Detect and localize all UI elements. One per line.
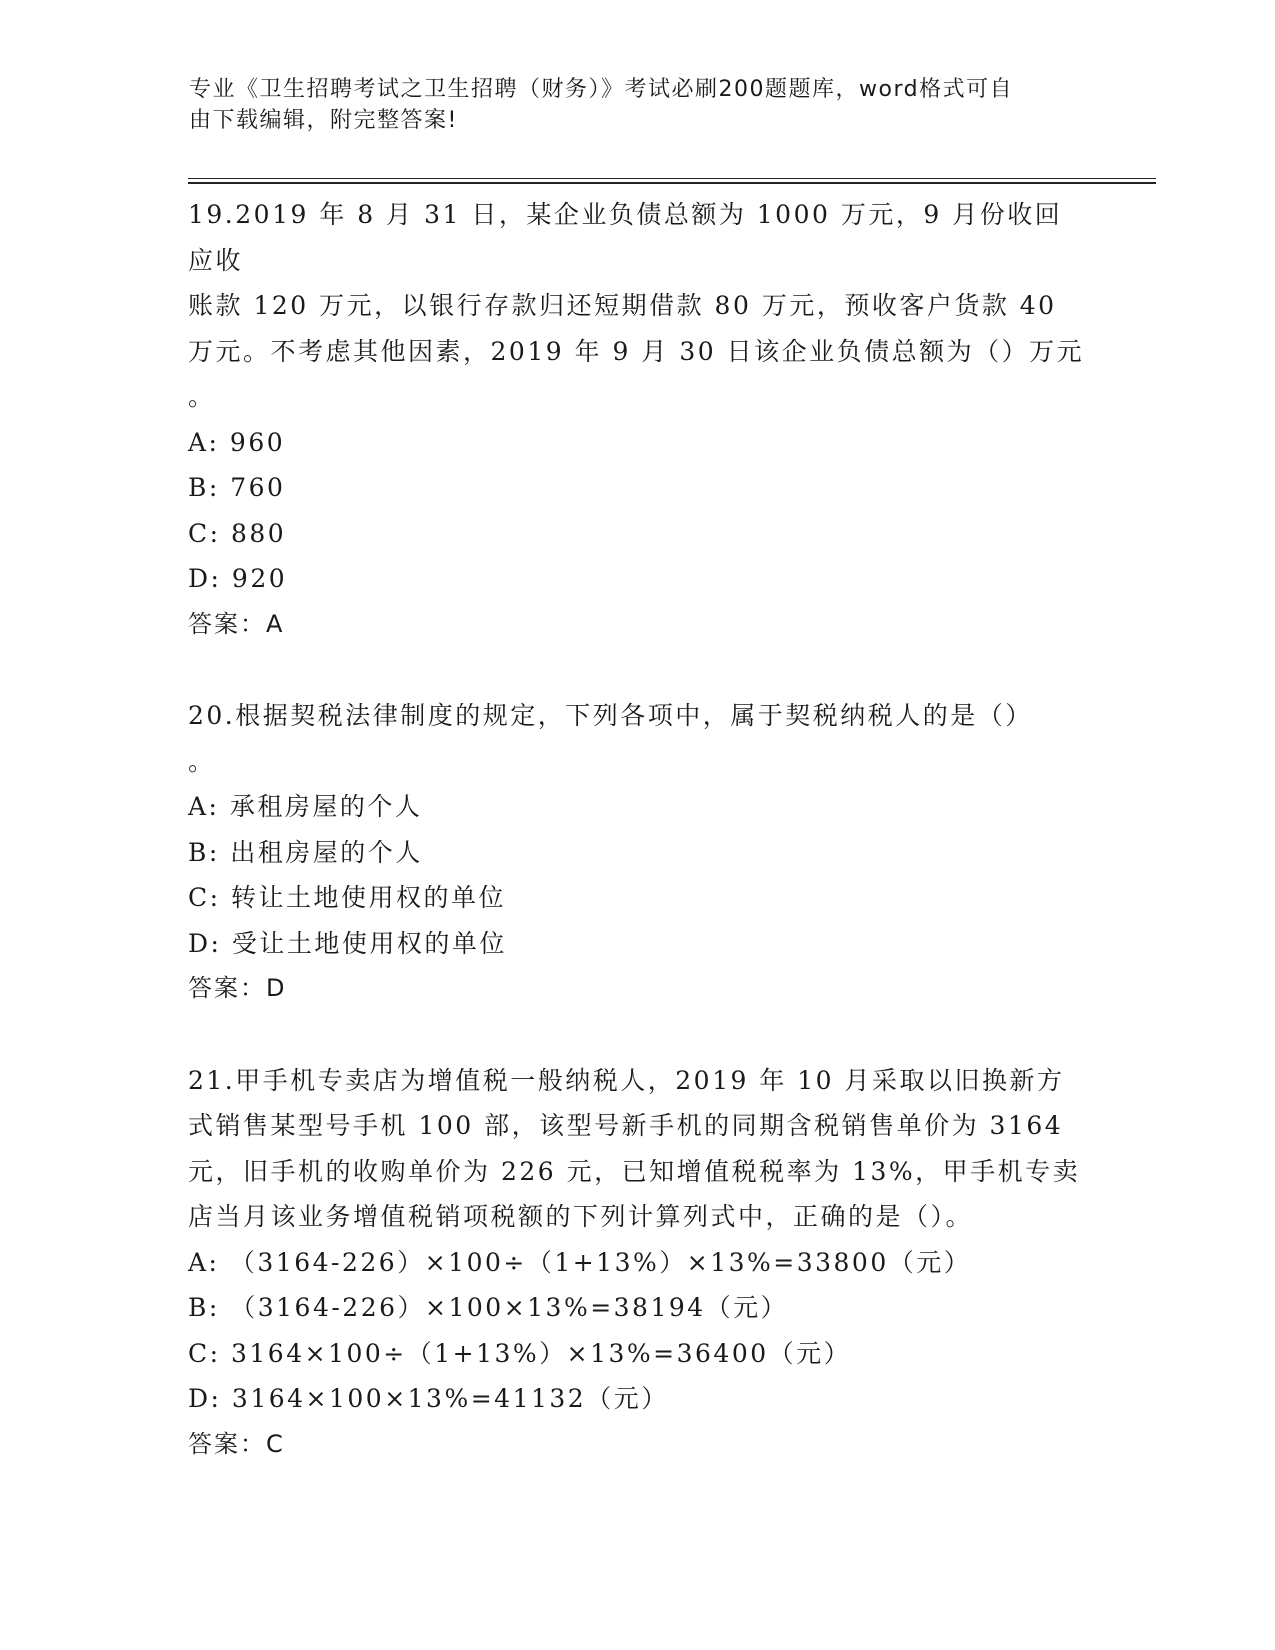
question-list bbox=[188, 192, 1088, 1467]
question-21 bbox=[188, 1058, 1088, 1468]
header-divider-thick bbox=[188, 182, 1156, 184]
option-b: B: （3164-226）×100×13%=38194（元） bbox=[188, 1293, 789, 1322]
question-stem bbox=[188, 192, 1088, 420]
stem-line: 元，旧手机的收购单价为 226 元，已知增值税税率为 13%，甲手机专卖 bbox=[188, 1156, 1081, 1186]
question-stem bbox=[188, 693, 1088, 784]
option-c: C: 880 bbox=[188, 518, 287, 548]
stem-line: 式销售某型号手机 100 部，该型号新手机的同期含税销售单价为 3164 bbox=[188, 1111, 1064, 1140]
question-stem bbox=[188, 1058, 1088, 1240]
question-spacer bbox=[188, 647, 1088, 693]
question-19 bbox=[188, 192, 1088, 647]
question-20 bbox=[188, 693, 1088, 1012]
answer-line: 答案：D bbox=[188, 974, 287, 1002]
answer-line: 答案：C bbox=[188, 1429, 285, 1458]
option-d: D: 3164×100×13%=41132（元） bbox=[188, 1384, 669, 1413]
option-d: D: 受让土地使用权的单位 bbox=[188, 928, 507, 958]
option-c: C: 转让土地使用权的单位 bbox=[188, 883, 506, 912]
stem-line: 21.甲手机专卖店为增值税一般纳税人，2019 年 10 月采取以旧换新方 bbox=[188, 1065, 1065, 1095]
option-b: B: 760 bbox=[188, 473, 286, 502]
header-divider-thin bbox=[188, 178, 1156, 179]
stem-line: 。 bbox=[188, 746, 216, 776]
stem-line: 。 bbox=[188, 382, 216, 411]
answer-line: 答案：A bbox=[188, 609, 285, 638]
question-spacer bbox=[188, 1012, 1088, 1058]
stem-line: 万元。不考虑其他因素，2019 年 9 月 30 日该企业负债总额为（）万元 bbox=[188, 336, 1085, 366]
option-d: D: 920 bbox=[188, 564, 288, 593]
option-b: B: 出租房屋的个人 bbox=[188, 837, 423, 867]
document-header bbox=[189, 74, 1069, 136]
option-a: A: （3164-226）×100÷（1+13%）×13%=33800（元） bbox=[188, 1247, 972, 1277]
stem-line: 店当月该业务增值税销项税额的下列计算列式中，正确的是（）。 bbox=[188, 1202, 974, 1231]
header-line-2: 由下载编辑，附完整答案! bbox=[189, 108, 458, 133]
option-a: A: 承租房屋的个人 bbox=[188, 792, 423, 821]
stem-line: 20.根据契税法律制度的规定，下列各项中，属于契税纳税人的是（） bbox=[188, 701, 1033, 730]
header-line-1: 专业《卫生招聘考试之卫生招聘（财务）》考试必刷200题题库，word格式可自 bbox=[189, 77, 1014, 102]
stem-line: 账款 120 万元，以银行存款归还短期借款 80 万元，预收客户货款 40 bbox=[188, 291, 1057, 320]
option-c: C: 3164×100÷（1+13%）×13%=36400（元） bbox=[188, 1338, 852, 1368]
stem-line: 19.2019 年 8 月 31 日，某企业负债总额为 1000 万元，9 月份收回应收 bbox=[188, 200, 1063, 275]
option-a: A: 960 bbox=[188, 427, 286, 457]
